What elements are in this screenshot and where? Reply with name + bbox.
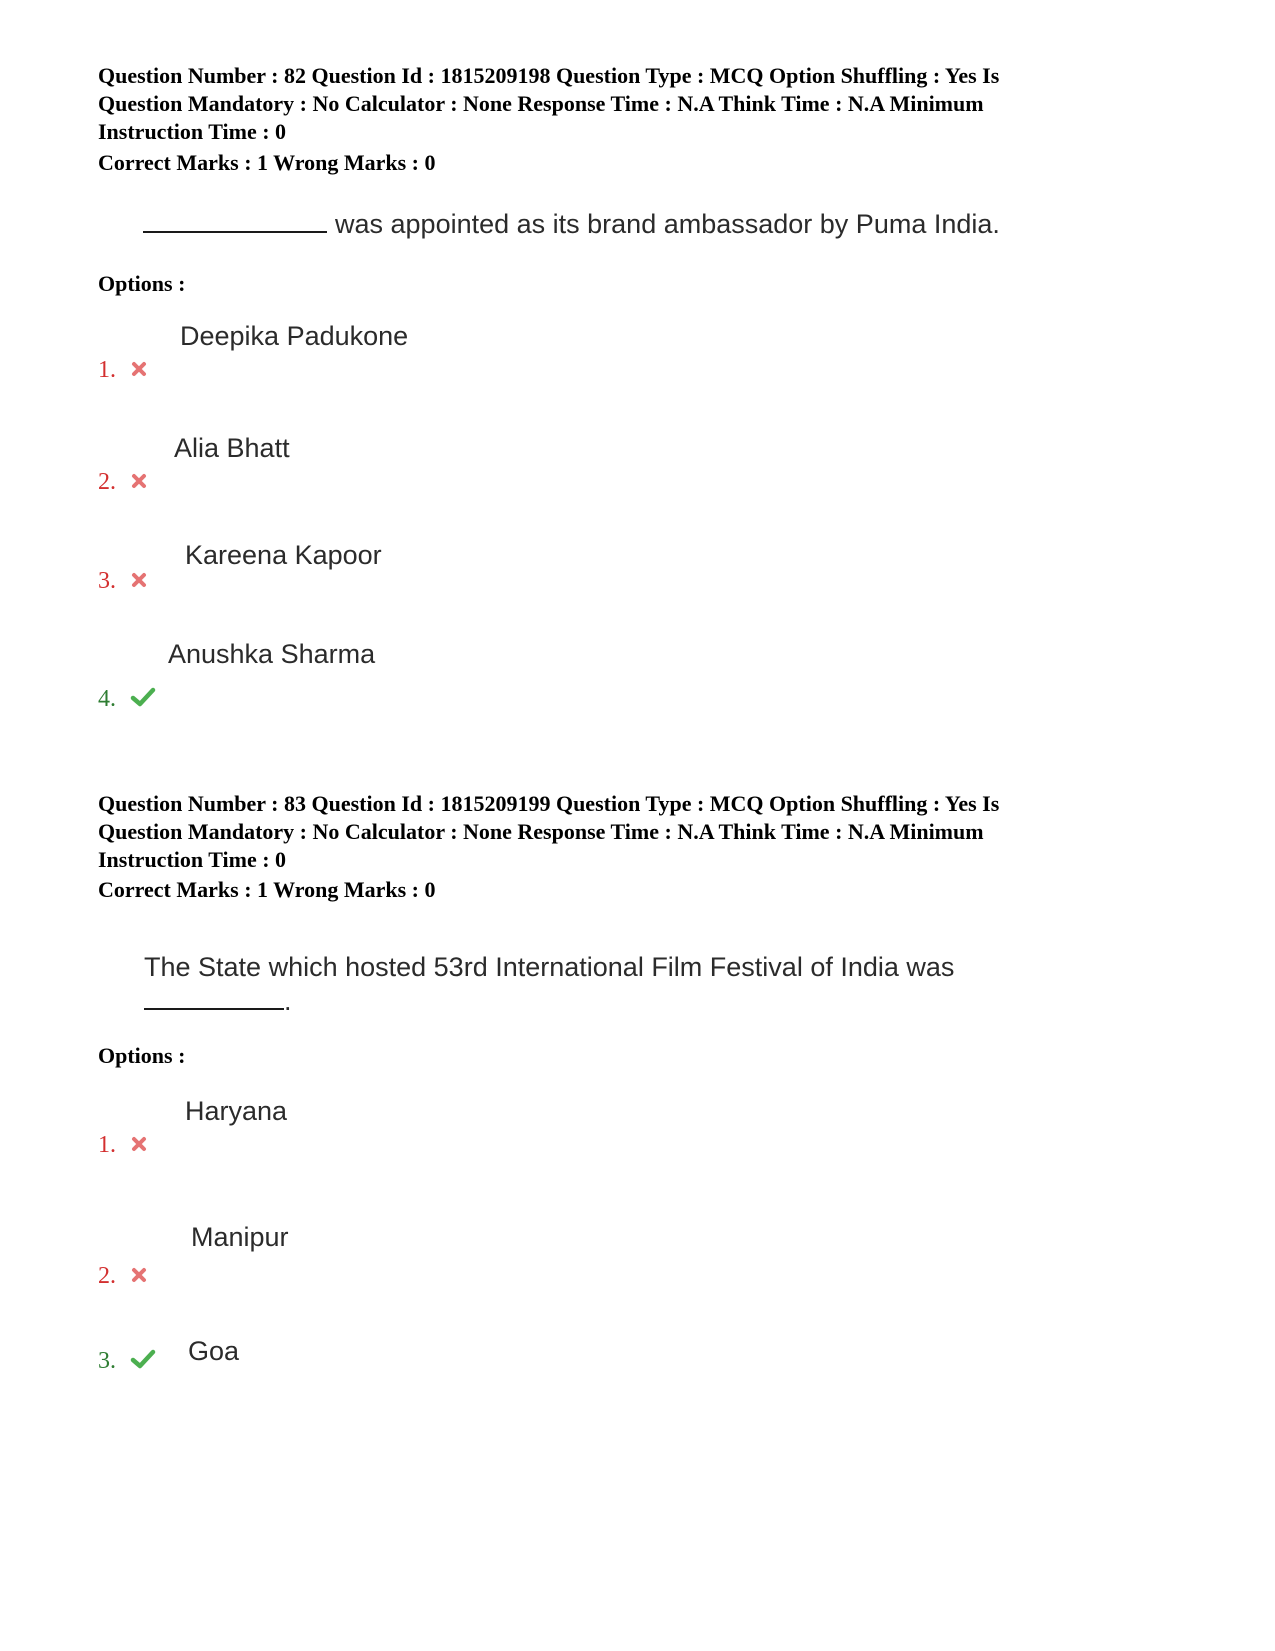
option-number: 3.: [98, 568, 116, 594]
option-text: Deepika Padukone: [180, 321, 409, 351]
option-text: Goa: [188, 1336, 240, 1366]
question-meta-line: Question Number : 83 Question Id : 1815209199 Question Type : MCQ Option Shuffling : Yes Is: [98, 791, 1000, 816]
question-83-text-line2: [144, 986, 292, 1017]
answer-blank: [143, 209, 327, 233]
option-text: Alia Bhatt: [174, 433, 290, 463]
option-number-row: [98, 1132, 148, 1160]
option-number: 2.: [98, 469, 116, 495]
option-number-row: [98, 686, 156, 715]
option-text: Kareena Kapoor: [185, 540, 382, 570]
option-number: 1.: [98, 1132, 116, 1158]
option-number: 2.: [98, 1263, 116, 1289]
option-number: 1.: [98, 357, 116, 383]
cross-icon: [130, 470, 148, 497]
cross-icon: [130, 569, 148, 596]
question-meta-line: Instruction Time : 0: [98, 847, 287, 872]
question-82-marks: Correct Marks : 1 Wrong Marks : 0: [98, 150, 436, 175]
option-number-row: [98, 469, 148, 497]
question-83-text: The State which hosted 53rd International Film Festival of India was: [144, 952, 955, 982]
option-text: Haryana: [185, 1096, 288, 1126]
option-number-row: [98, 357, 148, 385]
option-number: 3.: [98, 1348, 116, 1375]
cross-icon: [130, 358, 148, 385]
option-text: Anushka Sharma: [168, 639, 376, 669]
question-82-meta: [98, 62, 1178, 146]
question-meta-line: Question Mandatory : No Calculator : None Response Time : N.A Think Time : N.A Minimum: [98, 819, 984, 844]
option-number: 4.: [98, 686, 116, 713]
option-number-row: [98, 1348, 156, 1377]
question-meta-line: Instruction Time : 0: [98, 119, 287, 144]
check-icon: [130, 686, 156, 715]
question-83-text-end: .: [284, 986, 292, 1016]
option-number-row: [98, 1263, 148, 1291]
question-82-options-label: Options :: [98, 271, 186, 296]
option-number-row: [98, 568, 148, 596]
cross-icon: [130, 1264, 148, 1291]
question-83-meta: [98, 790, 1178, 874]
question-82-text: [143, 209, 1000, 240]
check-icon: [130, 1348, 156, 1377]
question-83-marks: Correct Marks : 1 Wrong Marks : 0: [98, 877, 436, 902]
question-82-text-body: was appointed as its brand ambassador by Puma India.: [335, 209, 1000, 239]
question-meta-line: Question Number : 82 Question Id : 1815209198 Question Type : MCQ Option Shuffling : Yes Is: [98, 63, 1000, 88]
option-text: Manipur: [191, 1222, 289, 1252]
question-83-options-label: Options :: [98, 1043, 186, 1068]
question-meta-line: Question Mandatory : No Calculator : None Response Time : N.A Think Time : N.A Minimum: [98, 91, 984, 116]
cross-icon: [130, 1133, 148, 1160]
answer-blank: [144, 986, 284, 1010]
